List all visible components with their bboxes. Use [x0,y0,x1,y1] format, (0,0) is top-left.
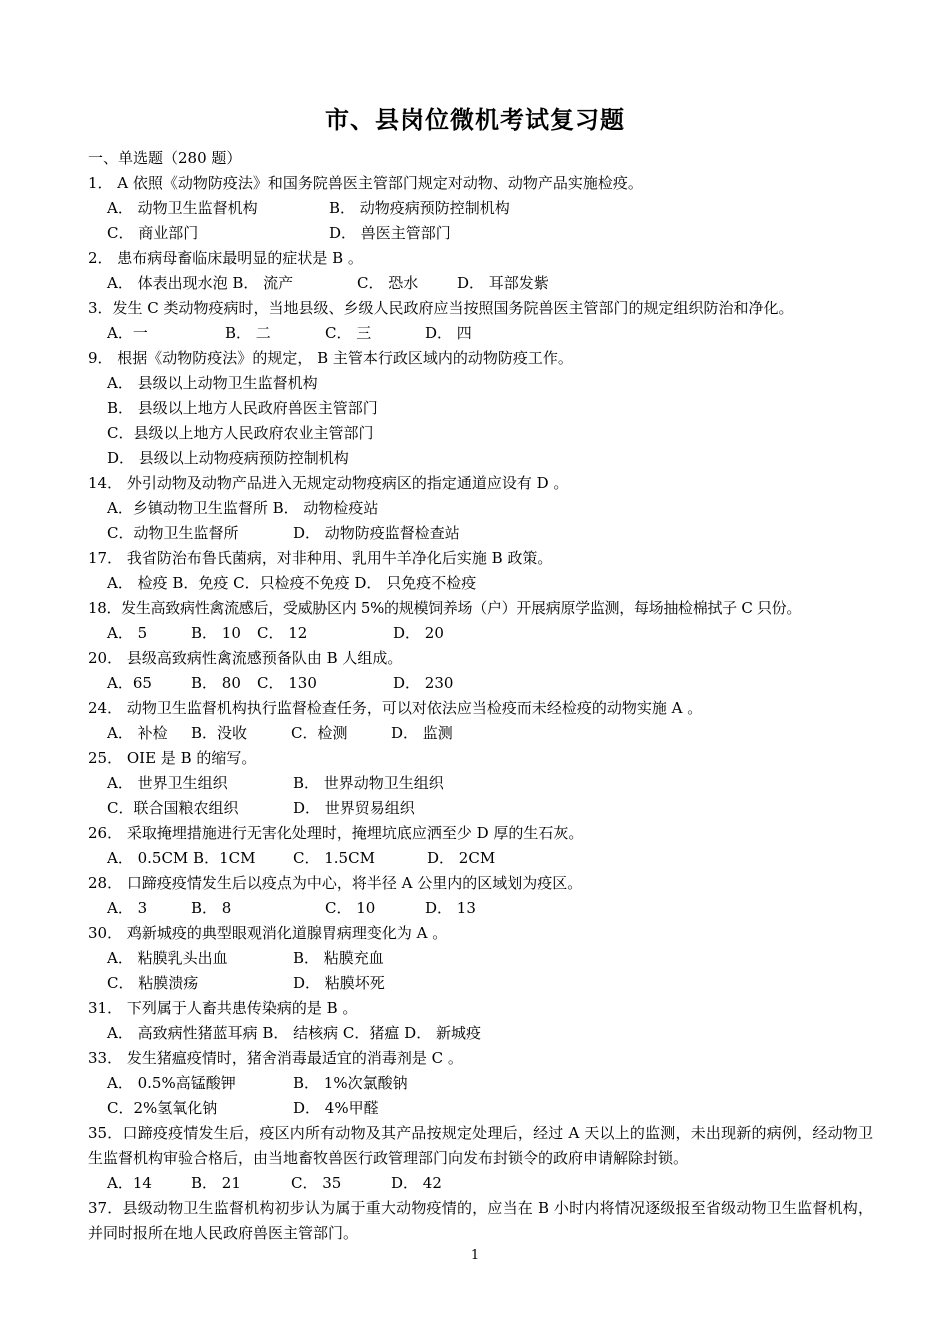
options-row: A． 高致病性猪蓝耳病 B． 结核病 C．猪瘟 D． 新城疫 [107,1024,481,1042]
option-c: C．县级以上地方人民政府农业主管部门 [107,424,374,442]
option-ab: A． 0.5CM B．1CM [107,849,256,867]
option-a: A． 5 [107,624,148,642]
options-row [88,321,873,346]
option-a: A． 动物卫生监督机构 [107,199,258,217]
options-row [88,196,873,221]
option-a: A． 0.5%高锰酸钾 [107,1074,236,1092]
question-20: 20． 县级高致病性禽流感预备队由 B 人组成。 [88,649,403,667]
question-35: 35．口蹄疫疫情发生后，疫区内所有动物及其产品按规定处理后，经过 A 天以上的监测，未出现新的病例，经动物卫生监督机构审验合格后，由当地畜牧兽医行政管理部门向发布封锁令的政府申请解除封锁。 [88,1124,873,1167]
option-a: A． 补检 [107,724,168,742]
question-30: 30． 鸡新城疫的典型眼观消化道腺胃病理变化为 A 。 [88,924,448,942]
option-c: C．检测 [291,724,348,742]
option-b: B． 21 [191,1174,241,1192]
option-d: D． 2CM [427,849,496,867]
option-b: B．没收 [191,724,248,742]
option-a: A． 3 [107,899,148,917]
option-b: B． 二 [225,324,271,342]
options-row [88,771,873,796]
option-c: C． 10 [325,899,376,917]
option-a: A． 县级以上动物卫生监督机构 [107,374,318,392]
options-row [88,221,873,246]
option-a: A．14 [107,1174,152,1192]
option-d: D． 42 [391,1174,442,1192]
option-d: D． 四 [425,324,472,342]
option-ab: A． 体表出现水泡 B． 流产 [107,274,294,292]
option-d: D． 兽医主管部门 [329,224,451,242]
option-a: A．65 [107,674,152,692]
options-row [88,971,873,996]
option-c: C． 粘膜溃疡 [107,974,199,992]
options-row [88,1071,873,1096]
question-26: 26． 采取掩埋措施进行无害化处理时，掩埋坑底应洒至少 D 厚的生石灰。 [88,824,584,842]
question-14: 14． 外引动物及动物产品进入无规定动物疫病区的指定通道应设有 D 。 [88,474,569,492]
question-18: 18．发生高致病性禽流感后，受威胁区内 5%的规模饲养场（户）开展病原学监测，每场抽检棉拭子 C 只份。 [88,599,802,617]
options-row: A． 检疫 B．免疫 C．只检疫不免疫 D． 只免疫不检疫 [107,574,477,592]
options-row [88,1171,873,1196]
option-c: C． 130 [257,674,317,692]
options-row [88,796,873,821]
option-b: B． 8 [191,899,232,917]
options-row [88,946,873,971]
question-25: 25． OIE 是 B 的缩写。 [88,749,257,767]
question-24: 24． 动物卫生监督机构执行监督检查任务，可以对依法应当检疫而未经检疫的动物实施 A 。 [88,699,703,717]
section-heading: 一、单选题（280 题） [88,149,242,167]
option-d: D． 动物防疫监督检查站 [293,524,460,542]
page-number: 1 [470,1248,480,1263]
option-b: B． 1%次氯酸钠 [293,1074,408,1092]
option-b: B． 动物疫病预防控制机构 [329,199,510,217]
document-title: 市、县岗位微机考试复习题 [325,105,625,134]
option-b: B． 粘膜充血 [293,949,384,967]
option-d: D． 20 [393,624,444,642]
option-d: D． 4%甲醛 [293,1099,379,1117]
question-2: 2． 患布病母畜临床最明显的症状是 B 。 [88,249,363,267]
option-b: B． 世界动物卫生组织 [293,774,444,792]
options-row [88,521,873,546]
options-row [88,721,873,746]
question-17: 17． 我省防治布鲁氏菌病，对非种用、乳用牛羊净化后实施 B 政策。 [88,549,553,567]
option-c: C． 35 [291,1174,342,1192]
options-row [88,896,873,921]
option-c: C． 恐水 [357,274,419,292]
question-3: 3．发生 C 类动物疫病时，当地县级、乡级人民政府应当按照国务院兽医主管部门的规定组织防治和净化。 [88,299,794,317]
option-c: C．动物卫生监督所 [107,524,239,542]
options-row [88,621,873,646]
option-c: C． 商业部门 [107,224,199,242]
question-31: 31． 下列属于人畜共患传染病的是 B 。 [88,999,358,1017]
option-c: C． 12 [257,624,308,642]
options-row [88,846,873,871]
option-d: D． 粘膜坏死 [293,974,385,992]
question-1: 1． A 依照《动物防疫法》和国务院兽医主管部门规定对动物、动物产品实施检疫。 [88,174,643,192]
option-d: D． 世界贸易组织 [293,799,415,817]
option-c: C．联合国粮农组织 [107,799,239,817]
option-c: C． 1.5CM [293,849,375,867]
option-d: D． 230 [393,674,454,692]
option-b: B． 10 [191,624,241,642]
option-a: A．一 [107,324,148,342]
question-9: 9． 根据《动物防疫法》的规定， B 主管本行政区域内的动物防疫工作。 [88,349,573,367]
options-row [88,671,873,696]
option-d: D． 监测 [391,724,453,742]
option-b: B． 县级以上地方人民政府兽医主管部门 [107,399,378,417]
option-d: D． 13 [425,899,476,917]
document-body [88,146,873,1246]
question-28: 28． 口蹄疫疫情发生后以疫点为中心，将半径 A 公里内的区域划为疫区。 [88,874,583,892]
option-c: C．2%氢氧化钠 [107,1099,218,1117]
options-row [88,271,873,296]
option-a: A． 粘膜乳头出血 [107,949,228,967]
question-37: 37．县级动物卫生监督机构初步认为属于重大动物疫情的，应当在 B 小时内将情况逐级报至省级动物卫生监督机构，并同时报所在地人民政府兽医主管部门。 [88,1199,873,1242]
option-c: C． 三 [325,324,372,342]
question-33: 33． 发生猪瘟疫情时，猪舍消毒最适宜的消毒剂是 C 。 [88,1049,463,1067]
option-ab: A．乡镇动物卫生监督所 B． 动物检疫站 [107,499,379,517]
option-a: A． 世界卫生组织 [107,774,228,792]
option-d: D． 耳部发紫 [457,274,549,292]
option-b: B． 80 [191,674,241,692]
options-row [88,1096,873,1121]
option-d: D． 县级以上动物疫病预防控制机构 [107,449,349,467]
